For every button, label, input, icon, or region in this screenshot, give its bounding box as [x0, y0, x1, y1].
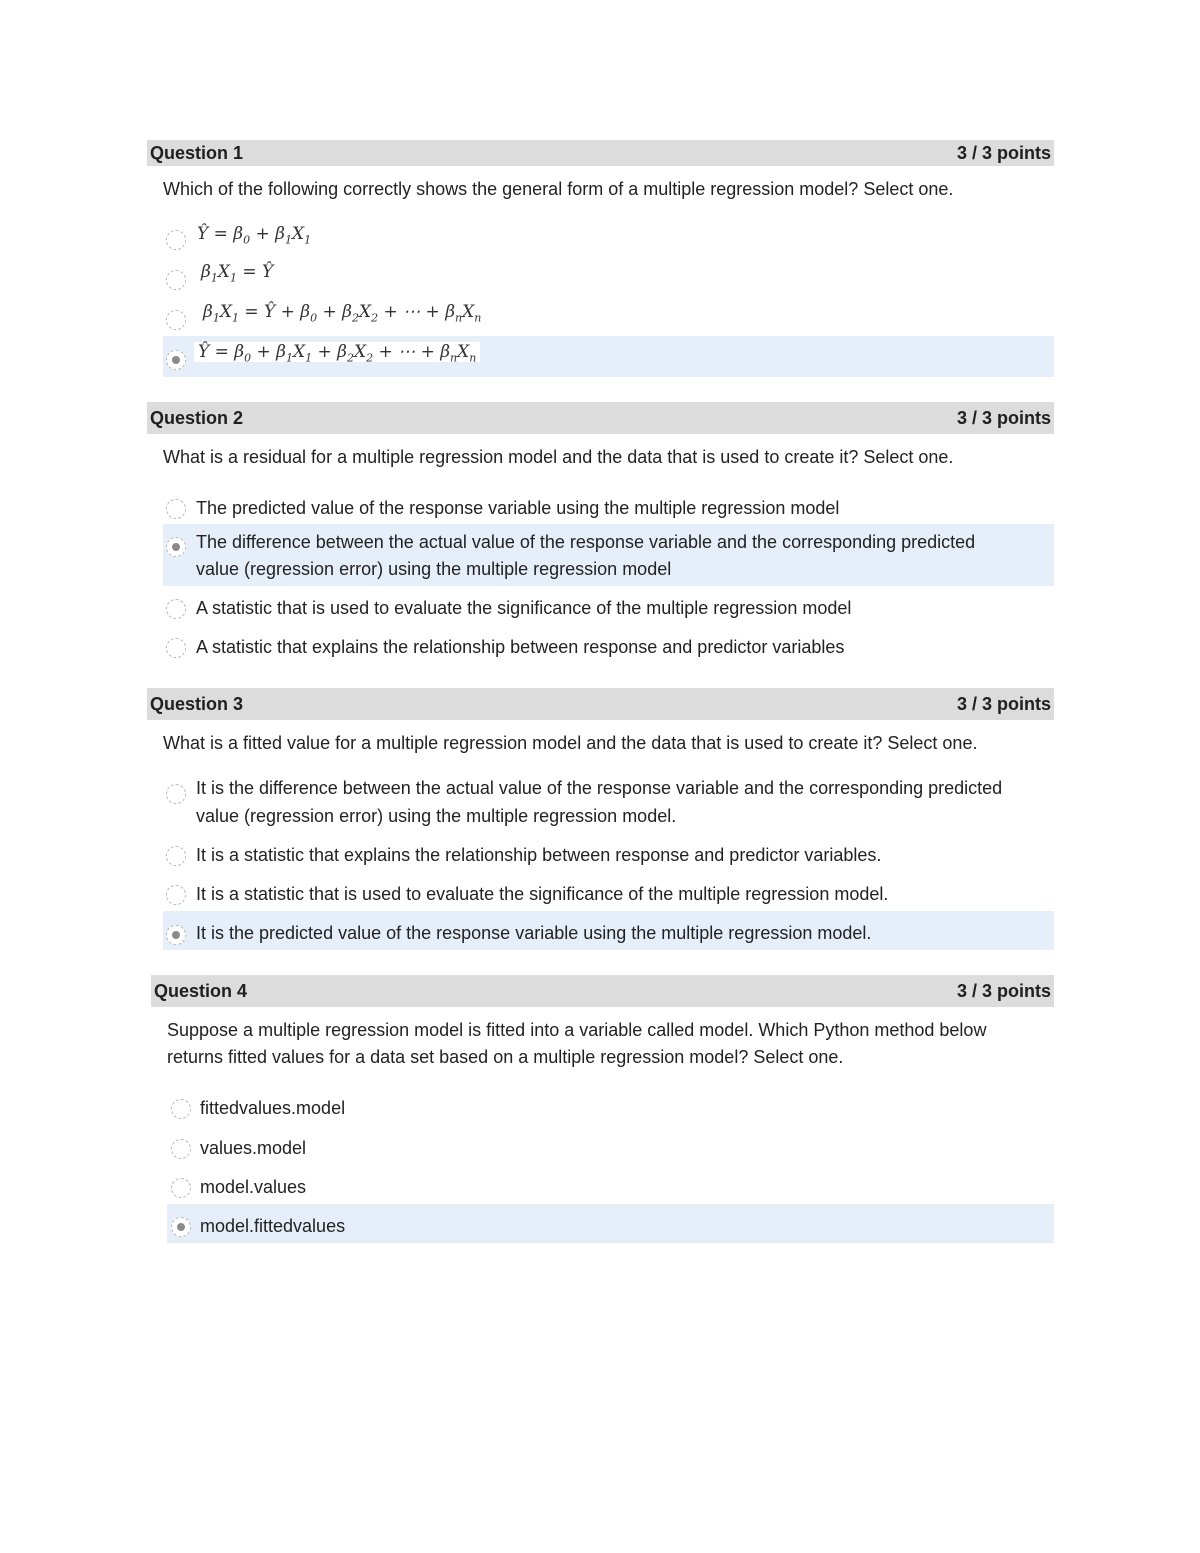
radio-button[interactable] — [166, 846, 186, 866]
question-prompt: Suppose a multiple regression model is fitted into a variable called model. Which Python method below — [167, 1020, 987, 1040]
option-label: It is a statistic that is used to evaluate the significance of the multiple regression model. — [196, 884, 889, 904]
question-prompt: What is a residual for a multiple regression model and the data that is used to create it? Select one. — [163, 447, 954, 467]
option-label: values.model — [200, 1138, 307, 1158]
radio-button[interactable] — [166, 885, 186, 905]
radio-button[interactable] — [171, 1099, 191, 1119]
question-title: Question 1 — [150, 142, 244, 163]
option-label: It is a statistic that explains the relationship between response and predictor variables. — [196, 845, 882, 865]
option-label: It is the difference between the actual value of the response variable and the corresponding predicted — [196, 778, 1003, 798]
radio-button[interactable] — [166, 270, 186, 290]
radio-button[interactable] — [166, 310, 186, 330]
radio-button[interactable] — [171, 1178, 191, 1198]
radio-button[interactable] — [166, 784, 186, 804]
question-points: 3 / 3 points — [956, 980, 1051, 1001]
question-points: 3 / 3 points — [956, 407, 1051, 428]
formula-option — [194, 342, 480, 364]
option-label-continued: value (regression error) using the multiple regression model. — [196, 806, 677, 826]
option-label: fittedvalues.model — [200, 1098, 346, 1118]
formula-text: $\beta_1X_1$ = Ŷ — [201, 262, 274, 285]
option-label: It is the predicted value of the response variable using the multiple regression model. — [196, 923, 872, 943]
formula-text: $\beta_1X_1$ = Ŷ + $\beta_0 + \beta_2X_2$ + ⋯ + $\beta_nX_n$ — [203, 302, 482, 325]
option-label: A statistic that explains the relationship between response and predictor variables — [196, 637, 845, 657]
formula-option — [201, 262, 273, 284]
option-label: The predicted value of the response variable using the multiple regression model — [196, 498, 840, 518]
question-prompt: Which of the following correctly shows the general form of a multiple regression model? Select one. — [163, 179, 954, 199]
question-title: Question 3 — [150, 693, 244, 714]
radio-button[interactable] — [171, 1139, 191, 1159]
radio-button[interactable] — [166, 230, 186, 250]
question-points: 3 / 3 points — [956, 142, 1051, 163]
question-title: Question 4 — [154, 980, 248, 1001]
option-label: model.values — [200, 1177, 307, 1197]
question-prompt: What is a fitted value for a multiple regression model and the data that is used to create it? Select one. — [163, 733, 978, 753]
option-label-continued: value (regression error) using the multiple regression model — [196, 559, 672, 579]
radio-button[interactable] — [166, 599, 186, 619]
radio-button-selected[interactable] — [166, 925, 186, 945]
radio-button-selected[interactable] — [166, 350, 186, 370]
question-header — [147, 688, 1054, 720]
formula-option — [203, 302, 481, 324]
formula-text: Ŷ = $\beta_0 + \beta_1X_1$ — [197, 224, 312, 247]
question-prompt-continued: returns fitted values for a data set based on a multiple regression model? Select one. — [167, 1047, 844, 1067]
radio-button[interactable] — [166, 499, 186, 519]
question-title: Question 2 — [150, 407, 244, 428]
option-label: model.fittedvalues — [200, 1216, 346, 1236]
formula-option — [197, 224, 311, 246]
radio-button-selected[interactable] — [171, 1217, 191, 1237]
question-header — [147, 140, 1054, 166]
option-label: The difference between the actual value of the response variable and the corresponding predicted — [196, 532, 976, 552]
radio-button[interactable] — [166, 638, 186, 658]
question-header — [147, 402, 1054, 434]
radio-button-selected[interactable] — [166, 537, 186, 557]
question-points: 3 / 3 points — [956, 693, 1051, 714]
option-label: A statistic that is used to evaluate the significance of the multiple regression model — [196, 598, 852, 618]
question-header — [151, 975, 1054, 1007]
formula-text: Ŷ = $\beta_0 + \beta_1X_1 + \beta_2X_2$ + ⋯ + $\beta_nX_n$ — [194, 342, 480, 362]
